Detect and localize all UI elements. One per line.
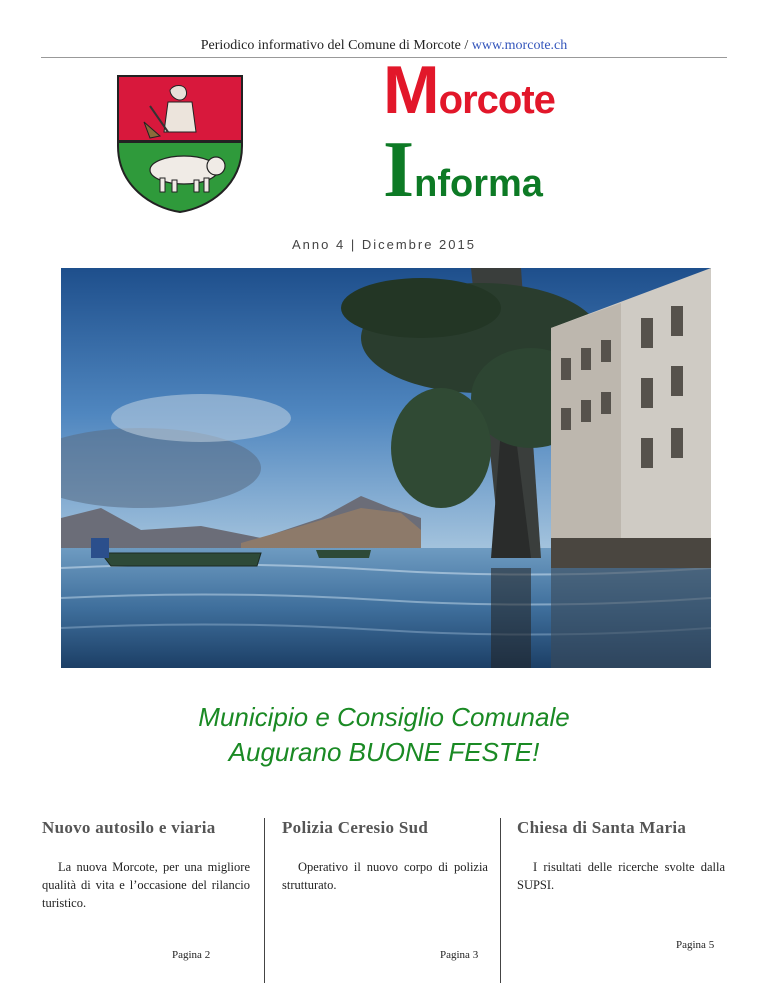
header-url-link[interactable]: www.morcote.ch <box>471 38 568 53</box>
teaser-title: Nuovo autosilo e viaria <box>42 818 216 837</box>
article-teaser-autosilo[interactable] <box>42 818 250 912</box>
teaser-title: Polizia Ceresio Sud <box>282 818 429 837</box>
masthead-informa <box>383 126 543 214</box>
masthead-i: I <box>383 126 415 214</box>
teaser-text: Operativo il nuovo corpo di polizia strutturato. <box>282 860 488 892</box>
header-text: Periodico informativo del Comune di Morcote / <box>200 38 472 53</box>
masthead-nforma: nforma <box>414 163 543 205</box>
issue-date: Anno 4 | Dicembre 2015 <box>292 237 476 252</box>
headline-line-1: Municipio e Consiglio Comunale <box>198 702 570 732</box>
teaser-page-3[interactable]: Pagina 3 <box>440 949 479 961</box>
teaser-page-5[interactable]: Pagina 5 <box>676 939 715 951</box>
coat-of-arms <box>98 66 262 216</box>
masthead-m: M <box>383 52 439 128</box>
article-teaser-polizia[interactable] <box>282 818 488 894</box>
headline-line-2: Augurano BUONE FESTE! <box>228 737 540 767</box>
masthead-orcote: orcote <box>438 78 555 122</box>
cover-photo <box>61 268 711 668</box>
teaser-page-2[interactable]: Pagina 2 <box>172 949 211 961</box>
masthead-morcote <box>383 52 555 128</box>
column-divider <box>264 818 265 983</box>
headline <box>0 700 768 770</box>
article-teaser-chiesa[interactable] <box>517 818 725 894</box>
teaser-title: Chiesa di Santa Maria <box>517 818 687 837</box>
column-divider <box>500 818 501 983</box>
teaser-text: I risultati delle ricerche svolte dalla SUPSI. <box>517 860 725 892</box>
teaser-text: La nuova Morcote, per una migliore qualità di vita e l’occasione del rilancio turistico. <box>42 860 250 910</box>
